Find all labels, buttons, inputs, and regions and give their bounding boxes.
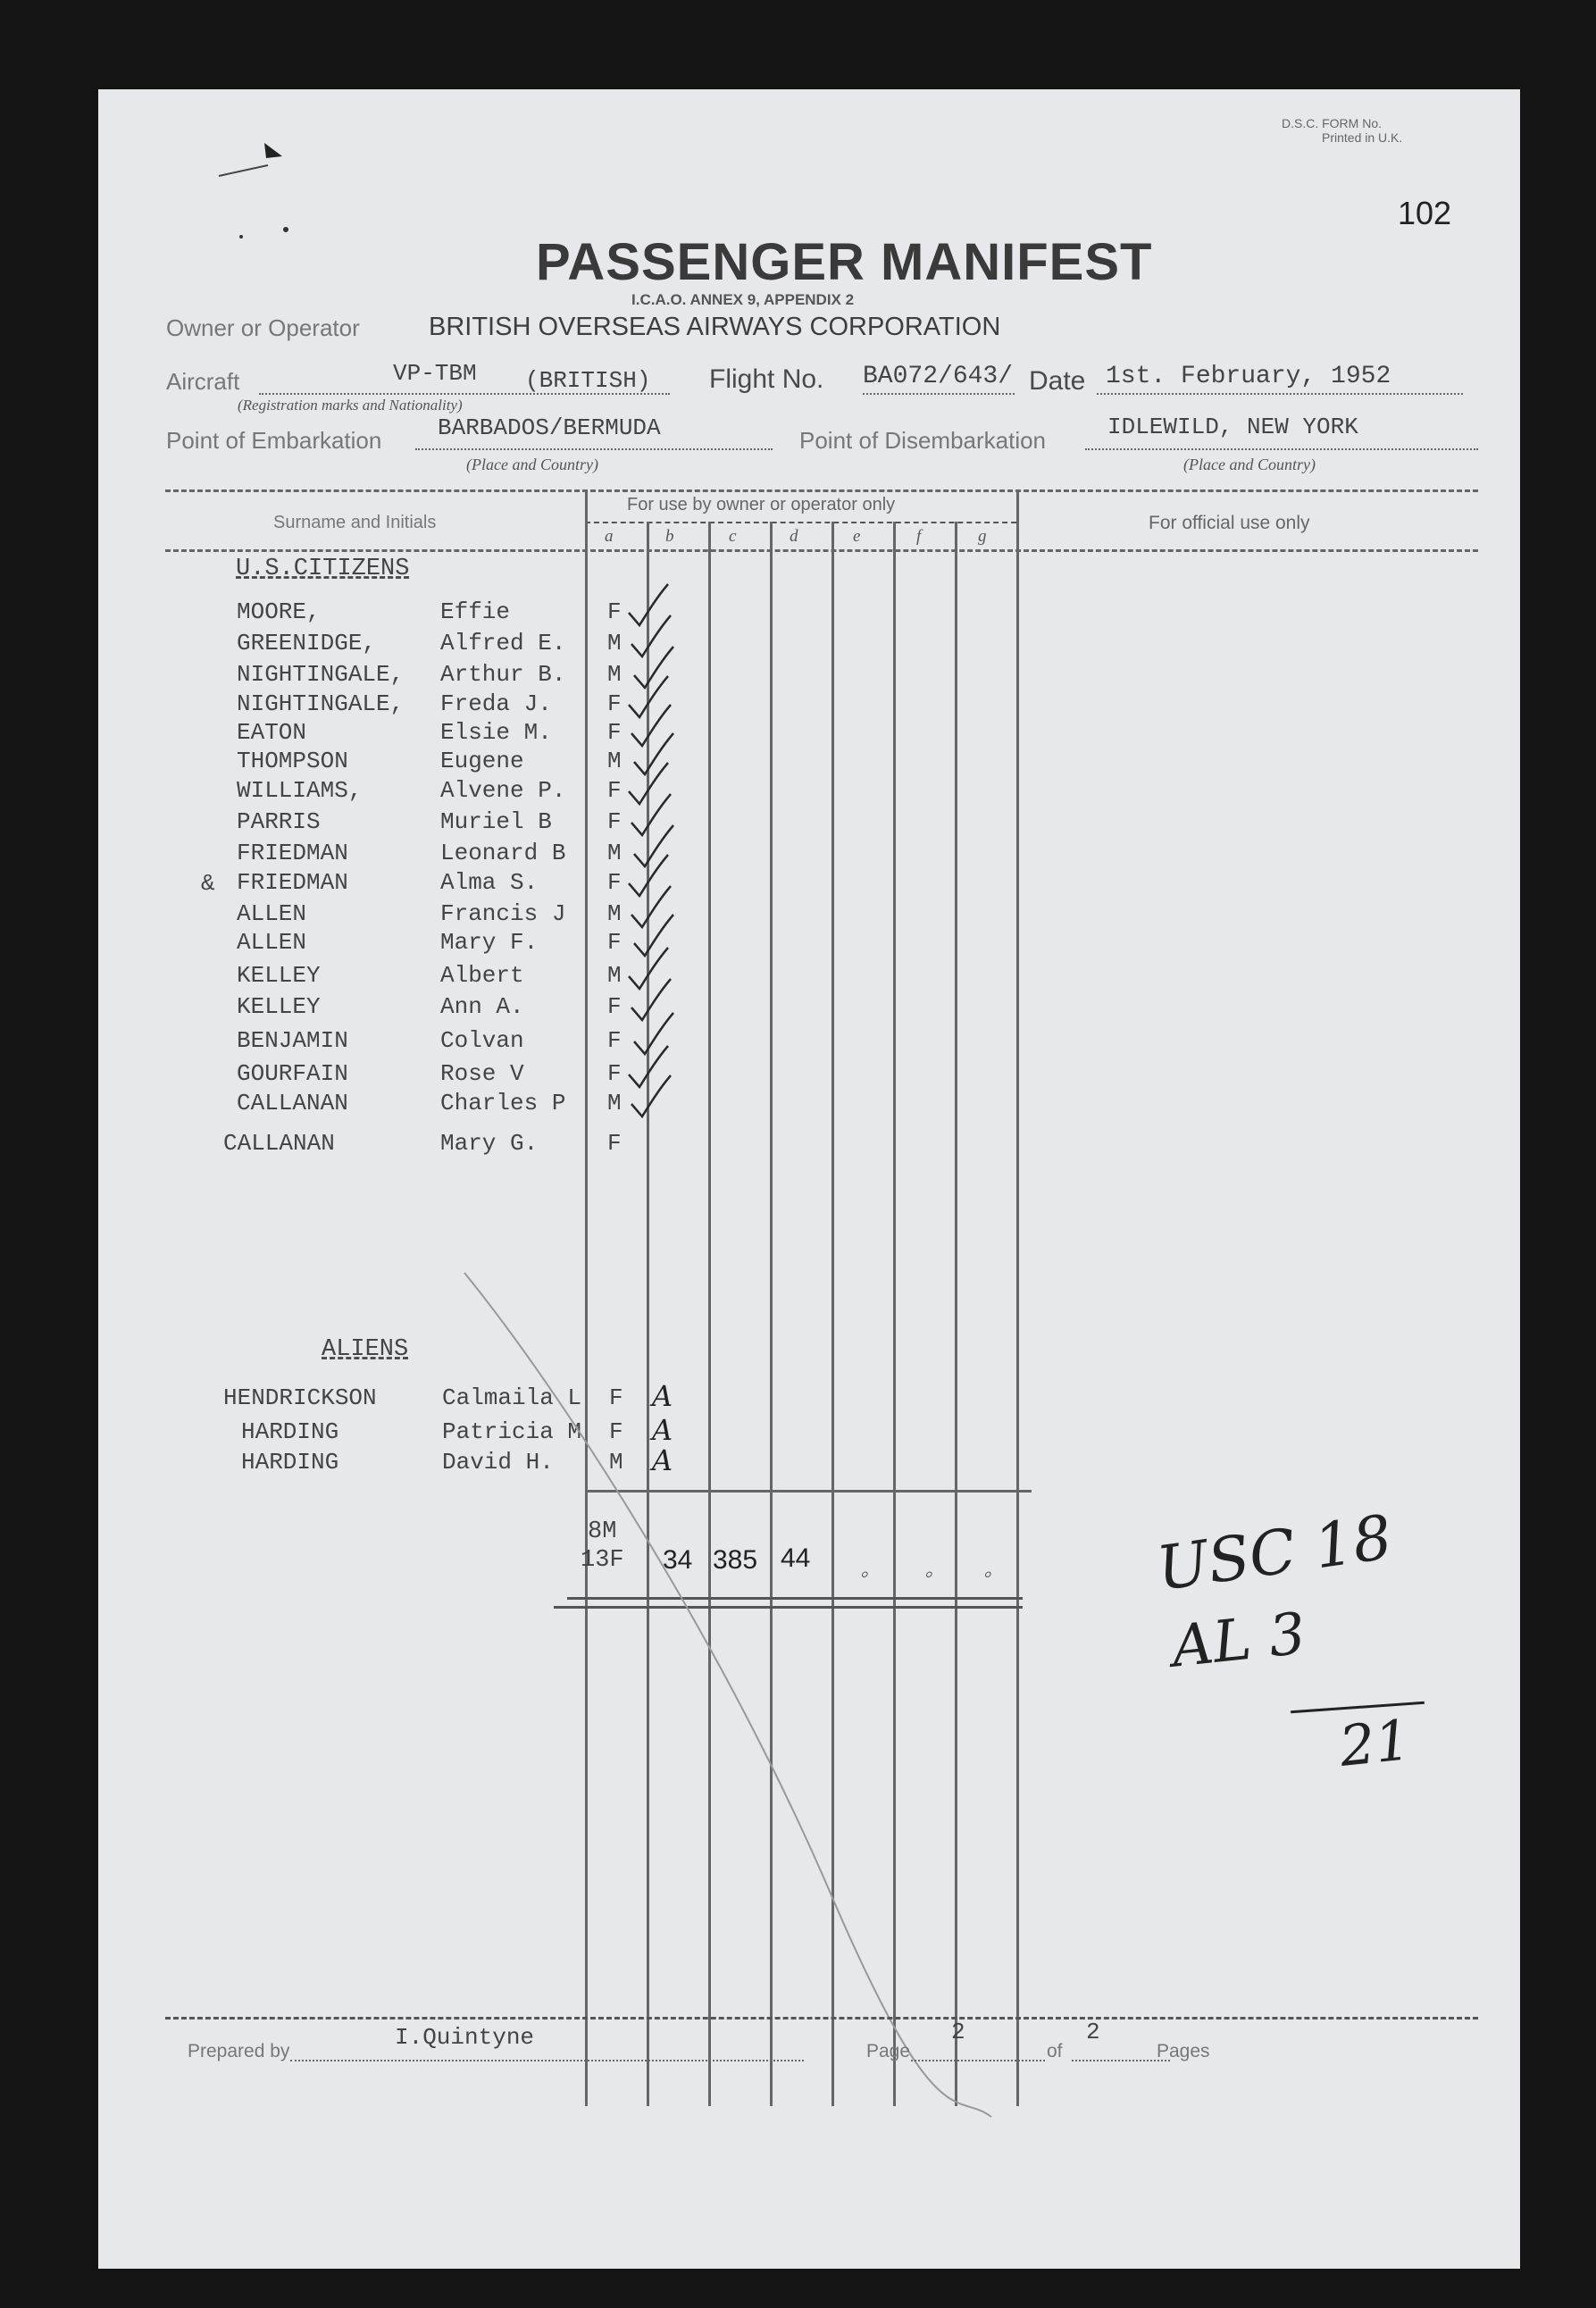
- page-label: Page: [866, 2041, 911, 2061]
- alien-status-mark: A: [652, 1443, 673, 1477]
- total-g: 。: [984, 1559, 1005, 1581]
- sub-col-c: c: [729, 527, 737, 546]
- stray-marks: [214, 138, 295, 246]
- flight-value: BA072/643/: [863, 363, 1014, 390]
- passenger-given-name: Freda J.: [440, 690, 552, 717]
- total-a-male: 8M: [588, 1518, 617, 1545]
- alien-sex: F: [609, 1384, 623, 1411]
- passenger-sex: M: [607, 1090, 622, 1116]
- passenger-surname: THOMPSON: [237, 748, 348, 774]
- of-value: 2: [1086, 2019, 1100, 2045]
- passenger-given-name: Colvan: [440, 1027, 524, 1054]
- sub-col-d: d: [790, 527, 798, 546]
- prepared-label: Prepared by: [188, 2041, 290, 2061]
- aircraft-label: Aircraft: [166, 368, 240, 395]
- prepared-value: I.Quintyne: [395, 2024, 535, 2051]
- page-title: PASSENGER MANIFEST: [536, 233, 1153, 291]
- passenger-surname: BENJAMIN: [237, 1027, 348, 1054]
- alien-given-name: David H.: [442, 1449, 554, 1476]
- page-value: 2: [951, 2019, 965, 2045]
- passenger-surname: FRIEDMAN: [237, 869, 348, 896]
- passenger-given-name: Alvene P.: [440, 777, 566, 804]
- page-underline: [911, 2060, 1045, 2061]
- disembark-underline: [1085, 448, 1478, 450]
- passenger-sex: M: [607, 748, 622, 774]
- passenger-given-name: Eugene: [440, 748, 524, 774]
- passenger-surname: PARRIS: [237, 808, 321, 835]
- col-official-header: For official use only: [1149, 513, 1310, 533]
- passenger-given-name: Alma S.: [440, 869, 539, 896]
- embark-underline: [415, 448, 773, 450]
- printed-in: Printed in U.K.: [1322, 130, 1403, 145]
- alien-given-name: Patricia M: [442, 1418, 582, 1445]
- aircraft-nationality: (BRITISH): [525, 367, 651, 394]
- total-c: 385: [713, 1545, 758, 1575]
- alien-sex: F: [609, 1418, 623, 1445]
- check-mark-icon: [626, 1074, 680, 1127]
- alien-surname: HENDRICKSON: [223, 1384, 377, 1411]
- col-owner-header: For use by owner or operator only: [627, 495, 896, 514]
- passenger-sex: F: [607, 1060, 622, 1087]
- passenger-surname: NIGHTINGALE,: [237, 690, 405, 717]
- passenger-sex: F: [607, 777, 622, 804]
- alien-status-mark: A: [652, 1379, 673, 1413]
- flight-underline: [863, 393, 1015, 395]
- manifest-sheet: [98, 89, 1520, 2269]
- aircraft-value: VP-TBM: [393, 360, 477, 387]
- passenger-surname: KELLEY: [237, 993, 321, 1020]
- passenger-surname: CALLANAN: [223, 1130, 335, 1157]
- passenger-surname: WILLIAMS,: [237, 777, 363, 804]
- total-e: 。: [861, 1559, 882, 1581]
- passenger-sex: F: [607, 1130, 622, 1157]
- passenger-sex: M: [607, 900, 622, 927]
- disembark-value: IDLEWILD, NEW YORK: [1107, 414, 1358, 440]
- prepared-underline: [290, 2060, 804, 2061]
- flight-label: Flight No.: [709, 364, 824, 394]
- passenger-surname: ALLEN: [237, 929, 307, 956]
- of-underline: [1072, 2060, 1170, 2061]
- passenger-given-name: Leonard B: [440, 840, 566, 866]
- aircraft-caption: (Registration marks and Nationality): [238, 397, 463, 414]
- alien-surname: HARDING: [241, 1418, 339, 1445]
- tally-aliens: AL 3: [1168, 1601, 1309, 1681]
- alien-given-name: Calmaila L: [442, 1384, 582, 1411]
- tally-total: 21: [1336, 1707, 1414, 1779]
- passenger-sex: M: [607, 840, 622, 866]
- passenger-given-name: Ann A.: [440, 993, 524, 1020]
- passenger-surname: KELLEY: [237, 962, 321, 989]
- table-header-bottom-rule: [165, 549, 1478, 552]
- of-label: of: [1047, 2041, 1063, 2061]
- sub-col-e: e: [853, 527, 861, 546]
- alien-status-mark: A: [652, 1413, 673, 1447]
- passenger-sex: F: [607, 869, 622, 896]
- section-us-citizens: U.S.CITIZENS: [236, 556, 410, 582]
- stray-diagonal-line: [455, 1268, 1027, 2126]
- date-underline: [1097, 393, 1463, 395]
- passenger-given-name: Alfred E.: [440, 630, 566, 656]
- passenger-given-name: Charles P: [440, 1090, 566, 1116]
- passenger-sex: F: [607, 993, 622, 1020]
- passenger-sex: M: [607, 630, 622, 656]
- alien-sex: M: [609, 1449, 623, 1476]
- passenger-surname: FRIEDMAN: [237, 840, 348, 866]
- passenger-surname: EATON: [237, 719, 307, 746]
- owner-label: Owner or Operator: [166, 314, 360, 341]
- passenger-surname: MOORE,: [237, 598, 321, 625]
- page-subtitle: I.C.A.O. ANNEX 9, APPENDIX 2: [631, 291, 855, 308]
- sub-col-g: g: [978, 527, 987, 546]
- passenger-surname: NIGHTINGALE,: [237, 661, 405, 688]
- col-name-header: Surname and Initials: [273, 513, 437, 532]
- passenger-surname: GREENIDGE,: [237, 630, 377, 656]
- passenger-given-name: Muriel B: [440, 808, 552, 835]
- page-stamp: 102: [1398, 195, 1452, 231]
- passenger-sex: F: [607, 719, 622, 746]
- passenger-given-name: Elsie M.: [440, 719, 552, 746]
- alien-surname: HARDING: [241, 1449, 339, 1476]
- date-value: 1st. February, 1952: [1106, 363, 1391, 390]
- passenger-sex: F: [607, 690, 622, 717]
- table-top-rule: [165, 489, 1478, 492]
- sub-col-b: b: [665, 527, 674, 546]
- total-d: 44: [781, 1543, 811, 1573]
- table-bottom-rule: [165, 2017, 1478, 2020]
- passenger-surname: CALLANAN: [237, 1090, 348, 1116]
- passenger-given-name: Mary G.: [440, 1130, 539, 1157]
- passenger-given-name: Francis J: [440, 900, 566, 927]
- passenger-given-name: Effie: [440, 598, 511, 625]
- friedman-mark: &: [201, 870, 215, 897]
- passenger-sex: F: [607, 598, 622, 625]
- embark-label: Point of Embarkation: [166, 427, 382, 454]
- passenger-surname: GOURFAIN: [237, 1060, 348, 1087]
- passenger-sex: M: [607, 962, 622, 989]
- date-label: Date: [1029, 366, 1086, 396]
- pages-label: Pages: [1157, 2041, 1210, 2061]
- owner-value: BRITISH OVERSEAS AIRWAYS CORPORATION: [429, 313, 1001, 341]
- passenger-sex: F: [607, 808, 622, 835]
- total-f: 。: [925, 1559, 946, 1581]
- disembark-caption: (Place and Country): [1183, 456, 1316, 473]
- sub-col-a: a: [605, 527, 614, 546]
- embark-value: BARBADOS/BERMUDA: [438, 414, 661, 441]
- passenger-given-name: Albert: [440, 962, 524, 989]
- passenger-sex: F: [607, 929, 622, 956]
- sub-col-f: f: [916, 527, 922, 546]
- form-number: D.S.C. FORM No.: [1282, 116, 1383, 130]
- section-aliens: ALIENS: [322, 1336, 409, 1363]
- passenger-given-name: Mary F.: [440, 929, 539, 956]
- passenger-given-name: Rose V: [440, 1060, 524, 1087]
- total-a-female: 13F: [581, 1547, 624, 1574]
- passenger-sex: M: [607, 661, 622, 688]
- passenger-surname: ALLEN: [237, 900, 307, 927]
- passenger-sex: F: [607, 1027, 622, 1054]
- passenger-given-name: Arthur B.: [440, 661, 566, 688]
- total-b: 34: [663, 1545, 693, 1575]
- disembark-label: Point of Disembarkation: [799, 427, 1047, 454]
- tally-usc: USC 18: [1152, 1502, 1397, 1605]
- embark-caption: (Place and Country): [466, 456, 598, 473]
- owner-cols-rule: [585, 522, 1016, 523]
